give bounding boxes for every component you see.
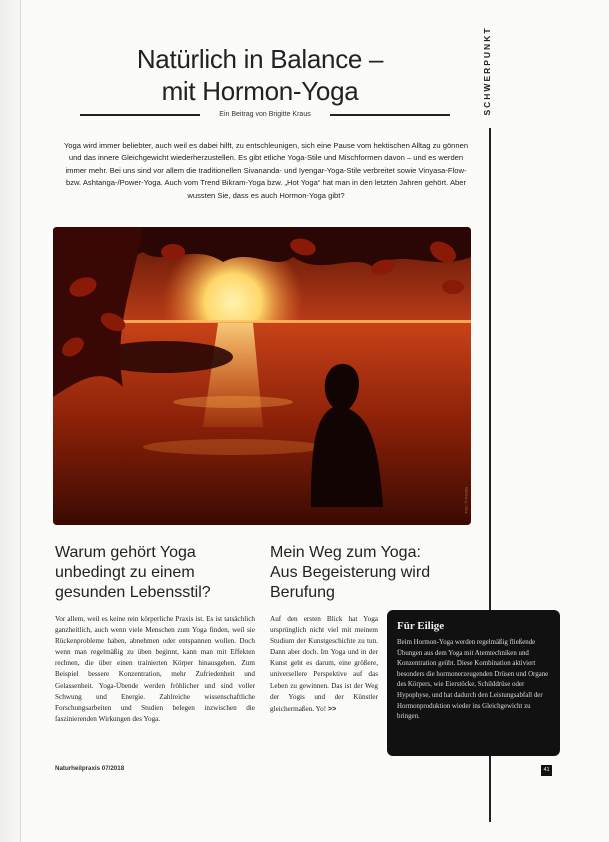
byline-rule-right xyxy=(330,114,450,116)
intro-paragraph: Yoga wird immer beliebter, auch weil es dabei hilft, zu entschleunigen, sich eine Pause vom hektischen Alltag zu gönnen und das innere Gleichgewicht wiederherzustellen. Es gibt etliche Yoga-Stile und Mischformen davon – und es werden immer mehr. Bei uns sind vor allem die traditionellen Sivananda- und Iyengar-Yoga-Stile verbreitet sowie Vinyasa-Flow- bzw. Ashtanga-/Power-Yoga. Auch vom Trend Bikram-Yoga bzw. „Hot Yoga“ hat man in den letzten Jahren gehört. Aber wussten Sie, dass es auch Hormon-Yoga gibt? xyxy=(63,141,469,200)
heading-why-yoga: Warum gehört Yoga unbedingt zu einem gesunden Lebensstil? xyxy=(55,544,211,601)
heading-my-way: Mein Weg zum Yoga: Aus Begeisterung wird Berufung xyxy=(270,544,431,601)
article-title xyxy=(110,43,410,107)
quick-summary-box xyxy=(387,610,560,756)
sunset-yoga-photo xyxy=(53,227,471,525)
page-gutter xyxy=(0,0,20,842)
continue-arrows: >> xyxy=(327,703,337,713)
sunset-yoga-illustration xyxy=(53,227,471,525)
quick-summary-title: Für Eilige xyxy=(397,620,445,632)
title-line-1: Natürlich in Balance – xyxy=(136,44,384,75)
photo-credit-text: Foto: © Fotolia xyxy=(463,487,469,514)
byline-rule-left xyxy=(80,114,200,116)
byline-row xyxy=(80,108,450,122)
body-my-way-text: Auf den ersten Blick hat Yoga ursprünglich nicht viel mit meinem Studium der Kunstgeschichte zu tun. Dann aber doch. Im Yoga und in der Kunst geht es darum, eine größere, universellere Perspektive auf das Leben zu gewinnen. Das ist der Weg der Yogis und der Künstler gleichermaßen. Yo! xyxy=(270,615,378,713)
quick-summary-text: Beim Hormon-Yoga werden regelmäßig fließende Übungen aus dem Yoga mit Atemtechniken und Konzentration geübt. Diese Kombination aktiviert besonders die hormonerzeugenden Drüsen und Organe des Körpers, wie Eierstöcke, Schilddrüse oder Hypophyse, und hat dadurch den Leistungsabfall der Hormonproduktion wieder ins Gleichgewicht zu bringen. xyxy=(397,639,549,721)
title-line-2: mit Hormon-Yoga xyxy=(161,76,359,107)
publication-footer: Naturheilpraxis 07/2018 xyxy=(55,765,125,772)
body-why-yoga: Vor allem, weil es keine rein körperliche Praxis ist. Es ist tatsächlich ganzheitlich, auch wenn viele Menschen zum Yoga finden, weil sie Rückenprobleme haben, abnehmen oder entspannen wollen. Doch wenn man regelmäßig zu üben beginnt, kann man mit Effekten rechnen, die über einen trainierten Körper hinausgehen. Zum Beispiel bessere Konzentration, mehr Zufriedenheit und Gelassenheit. Yoga-Übende werden fröhlicher und sind voller Schwung und Energie. Zahlreiche wissenschaftliche Forschungsarbeiten und Studien belegen inzwischen die faszinierenden Wirkungen des Yoga. xyxy=(55,615,255,723)
ripple-2 xyxy=(143,439,323,455)
byline: Ein Beitrag von Brigitte Kraus xyxy=(219,111,311,118)
section-label-text: SCHWERPUNKT xyxy=(482,26,492,116)
body-my-way xyxy=(270,614,378,715)
section-label xyxy=(477,22,491,122)
photo-credit xyxy=(461,440,469,520)
ripple-1 xyxy=(173,396,293,408)
page-number: 41 xyxy=(541,765,552,776)
